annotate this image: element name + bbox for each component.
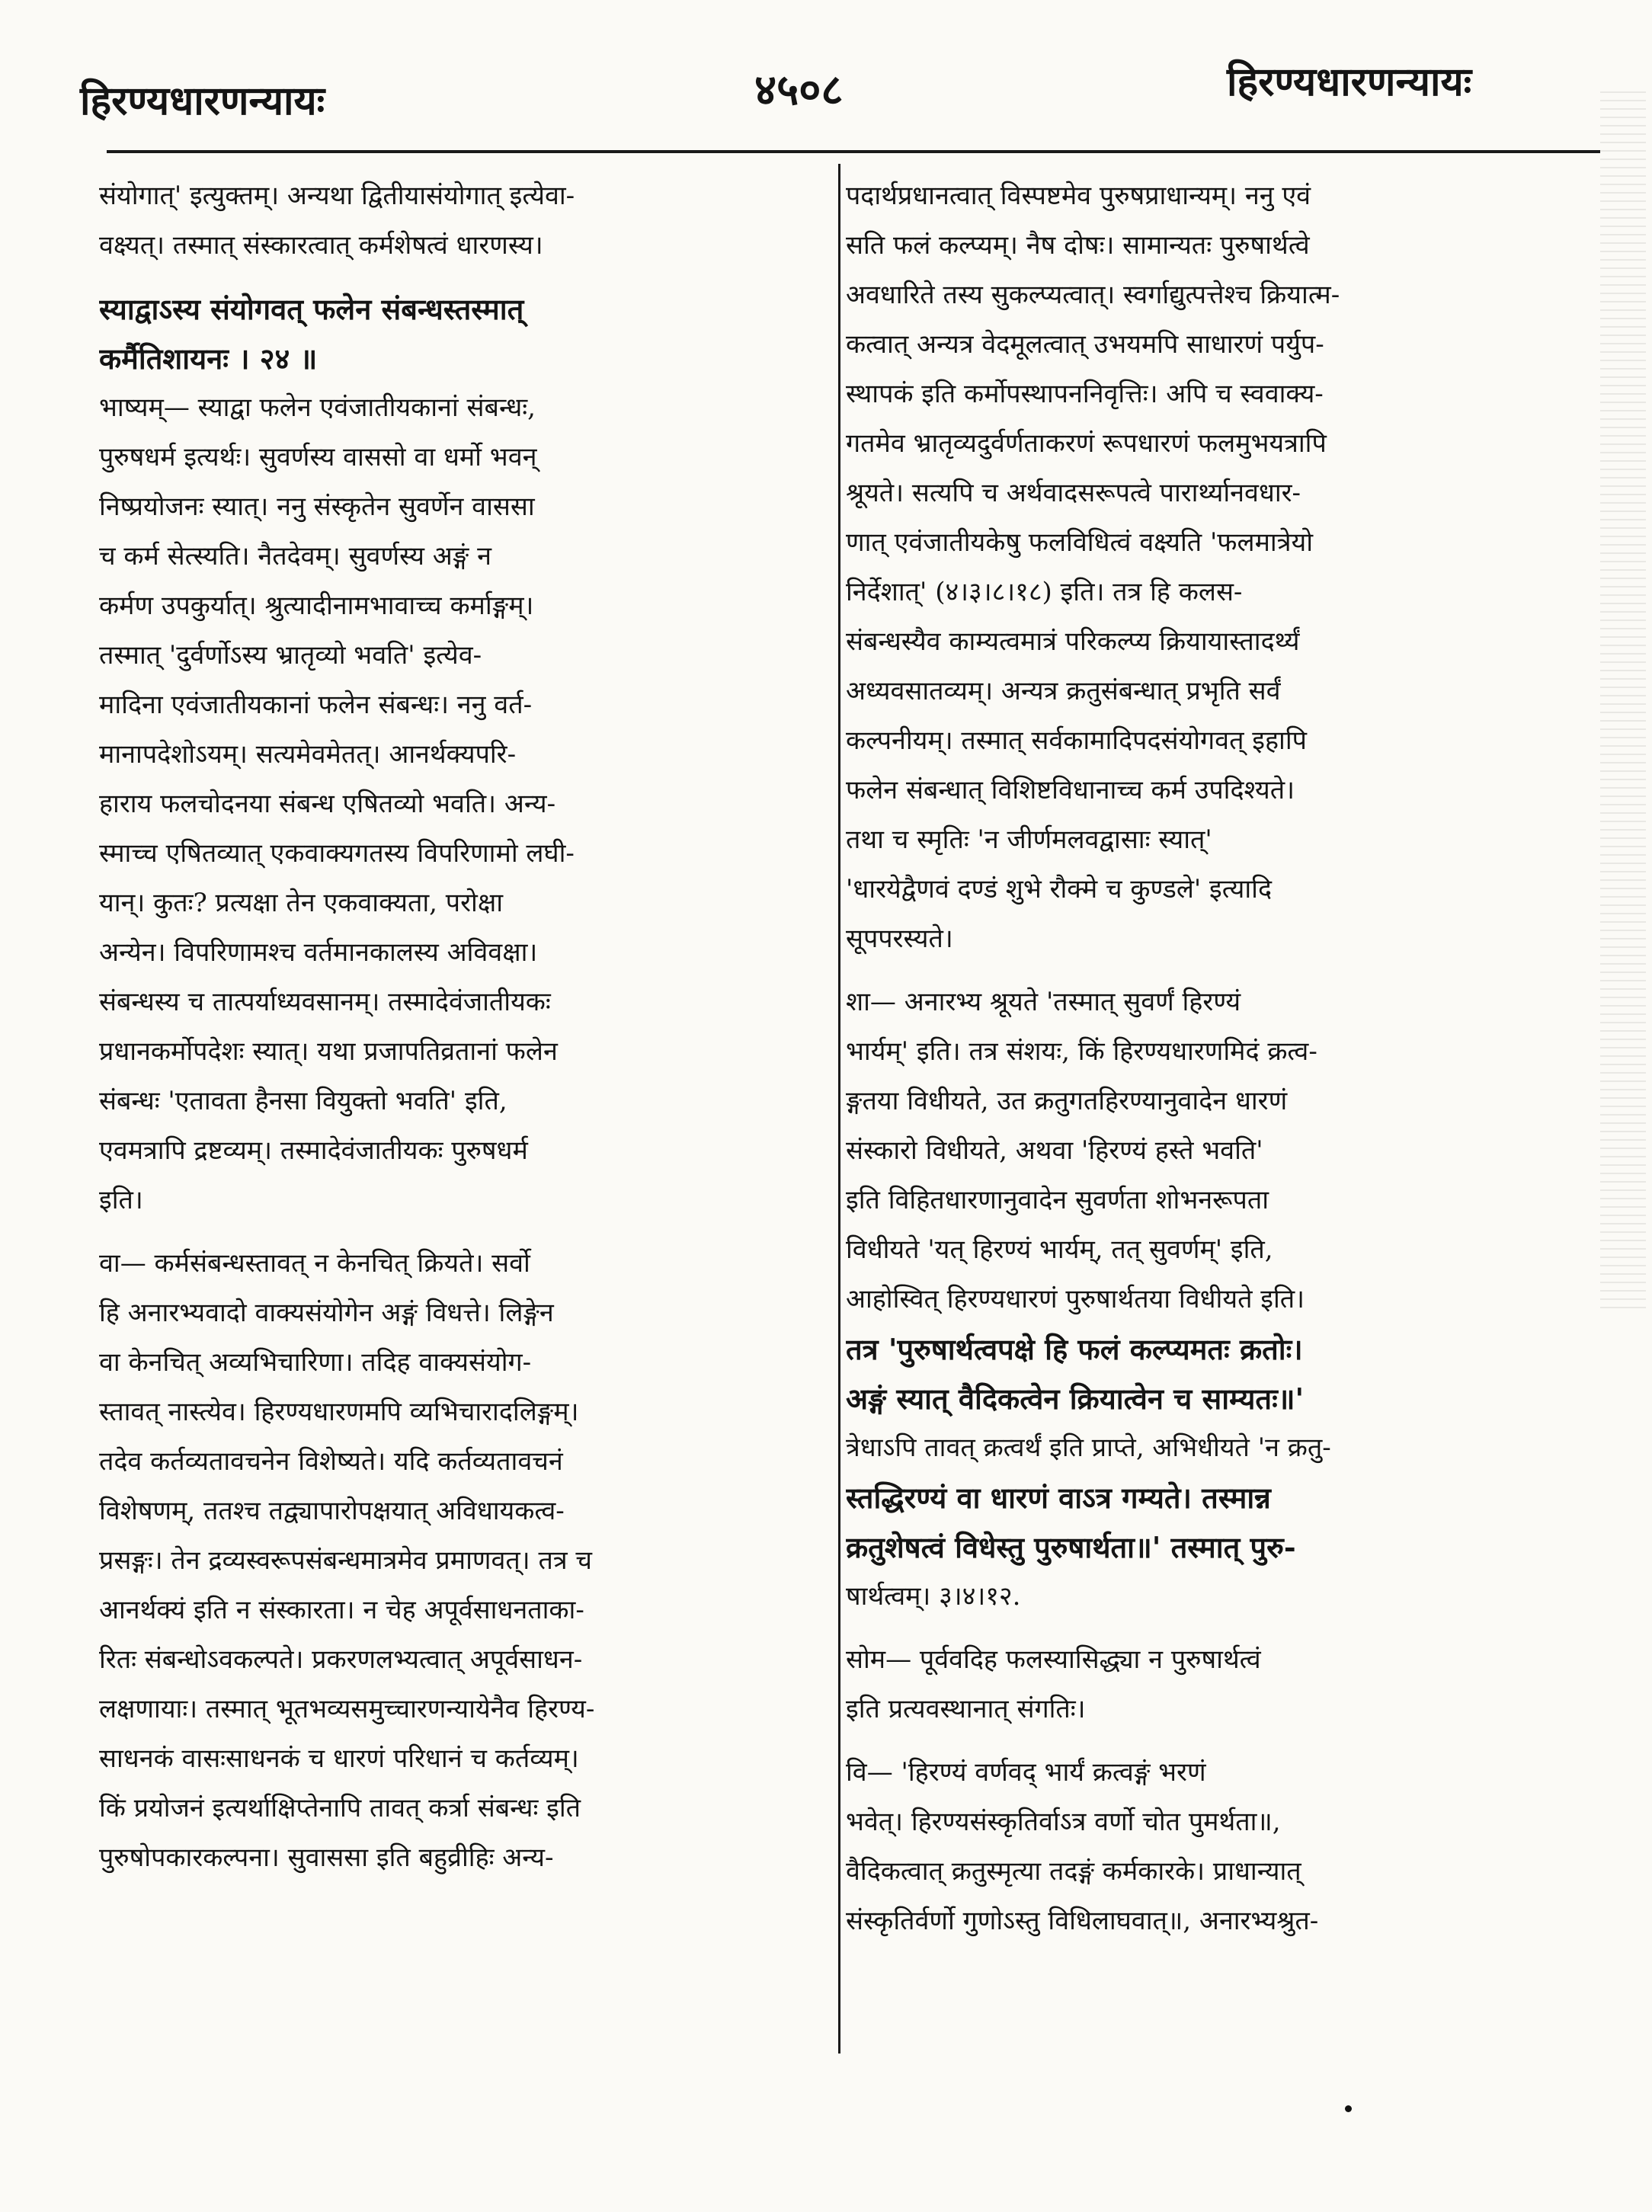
text-line: प्रधानकर्मोपदेशः स्यात्। यथा प्रजापतिव्रतानां फलेन [99, 1036, 558, 1067]
text-line: संबन्धस्यैव काम्यत्वमात्रं परिकल्प्य क्रियायास्तादर्थ्यं [846, 626, 1300, 657]
running-title-left: हिरण्यधारणन्यायः [80, 78, 325, 124]
verse-line: क्रतुशेषत्वं विधेस्तु पुरुषार्थता॥' तस्मात् पुरु- [846, 1530, 1296, 1564]
text-line: तस्मात् 'दुर्वर्णोऽस्य भ्रातृव्यो भवति' इत्येव- [99, 640, 482, 671]
text-line: किं प्रयोजनं इत्यर्थाक्षिप्तेनापि तावत् कर्त्रा संबन्धः इति [99, 1793, 581, 1823]
text-line: भवेत्। हिरण्यसंस्कृतिर्वाऽत्र वर्णो चोत पुमर्थता॥, [846, 1807, 1281, 1837]
sutra-line: स्याद्वाऽस्य संयोगवत् फलेन संबन्धस्तस्मात् [99, 292, 524, 326]
text-line: ङ्गतया विधीयते, उत क्रतुगतहिरण्यानुवादेन धारणं [846, 1086, 1288, 1116]
text-line: च कर्म सेत्स्यति। नैतदेवम्। सुवर्णस्य अङ्गं न [99, 541, 491, 571]
text-line: कत्वात् अन्यत्र वेदमूलत्वात् उभयमपि साधारणं पर्युप- [846, 329, 1324, 360]
text-line: अध्यवसातव्यम्। अन्यत्र क्रतुसंबन्धात् प्रभृति सर्वं [846, 676, 1281, 706]
text-line: अवधारिते तस्य सुकल्प्यत्वात्। स्वर्गाद्युत्पत्तेश्च क्रियात्म- [846, 280, 1340, 310]
text-line: फलेन संबन्धात् विशिष्टविधानाच्च कर्म उपदिश्यते। [846, 775, 1295, 805]
text-line: विधीयते 'यत् हिरण्यं भार्यम्, तत् सुवर्णम्' इति, [846, 1234, 1273, 1265]
scan-edge-noise [1600, 91, 1646, 1311]
text-line: वा केनचित् अव्यभिचारिणा। तदिह वाक्यसंयोग- [99, 1347, 532, 1378]
text-line: सूपपरस्यते। [846, 924, 953, 954]
text-line: पुरुषधर्म इत्यर्थः। सुवर्णस्य वाससो वा धर्मो भवन् [99, 442, 537, 472]
text-line: इति। [99, 1185, 143, 1215]
text-line: वा— कर्मसंबन्धस्तावत् न केनचित् क्रियते। सर्वो [99, 1248, 530, 1279]
text-line: साधनकं वासःसाधनकं च धारणं परिधानं च कर्तव्यम्। [99, 1743, 579, 1774]
text-line: स्माच्च एषितव्यात् एकवाक्यगतस्य विपरिणामो लघी- [99, 838, 575, 869]
text-line: संबन्धस्य च तात्पर्याध्यवसानम्। तस्मादेवंजातीयकः [99, 987, 551, 1017]
text-line: भाष्यम्— स्याद्वा फलेन एवंजातीयकानां संबन्धः, [99, 392, 536, 423]
text-line: स्तावत् नास्त्येव। हिरण्यधारणमपि व्यभिचारादलिङ्गम्। [99, 1397, 579, 1427]
text-line: षार्थत्वम्। ३।४।१२. [846, 1581, 1021, 1612]
text-line: आनर्थक्यं इति न संस्कारता। न चेह अपूर्वसाधनताका- [99, 1595, 584, 1625]
text-line: पदार्थप्रधानत्वात् विस्पष्टमेव पुरुषप्राधान्यम्। ननु एवं [846, 181, 1311, 211]
text-line: इति विहितधारणानुवादेन सुवर्णता शोभनरूपता [846, 1185, 1269, 1215]
left-column [99, 171, 827, 1883]
text-line: एवमत्रापि द्रष्टव्यम्। तस्मादेवंजातीयकः पुरुषधर्म [99, 1135, 528, 1166]
text-line: यान्। कुतः? प्रत्यक्षा तेन एकवाक्यता, परोक्षा [99, 888, 504, 918]
text-line: स्थापकं इति कर्मोपस्थापननिवृत्तिः। अपि च स्ववाक्य- [846, 379, 1324, 409]
sutra-line: कर्मैतिशायनः । २४ ॥ [99, 341, 318, 376]
verse-line: अङ्गं स्यात् वैदिकत्वेन क्रियात्वेन च साम्यतः॥' [846, 1381, 1305, 1416]
text-line: त्रेधाऽपि तावत् क्रत्वर्थं इति प्राप्ते, अभिधीयते 'न क्रतु- [846, 1433, 1331, 1463]
text-line: णात् एवंजातीयकेषु फलविधित्वं वक्ष्यति 'फलमात्रेयो [846, 527, 1313, 558]
text-line: श्रूयते। सत्यपि च अर्थवादसरूपत्वे पारार्थ्यानवधार- [846, 478, 1301, 508]
text-line: संस्कृतिर्वर्णो गुणोऽस्तु विधिलाघवात्॥, अनारभ्यश्रुत- [846, 1906, 1319, 1936]
text-line: सति फलं कल्प्यम्। नैष दोषः। सामान्यतः पुरुषार्थत्वे [846, 230, 1310, 261]
verse-line: स्तद्धिरण्यं वा धारणं वाऽत्र गम्यते। तस्मान्न [846, 1481, 1271, 1515]
text-line: रितः संबन्धोऽवकल्पते। प्रकरणलभ्यत्वात् अपूर्वसाधन- [99, 1644, 583, 1675]
text-line: आहोस्वित् हिरण्यधारणं पुरुषार्थतया विधीयते इति। [846, 1284, 1305, 1314]
text-line: शा— अनारभ्य श्रूयते 'तस्मात् सुवर्णं हिरण्यं [846, 987, 1241, 1017]
text-line: तथा च स्मृतिः 'न जीर्णमलवद्वासाः स्यात्' [846, 824, 1212, 855]
text-line: इति प्रत्यवस्थानात् संगतिः। [846, 1694, 1086, 1724]
page-number: ४५०८ [754, 65, 844, 115]
text-line: प्रसङ्गः। तेन द्रव्यस्वरूपसंबन्धमात्रमेव प्रमाणवत्। तत्र च [99, 1545, 592, 1576]
text-line: मादिना एवंजातीयकानां फलेन संबन्धः। ननु वर्त- [99, 690, 533, 720]
text-line: हि अनारभ्यवादो वाक्यसंयोगेन अङ्गं विधत्ते। लिङ्गेन [99, 1298, 554, 1328]
column-divider [838, 164, 840, 2054]
text-line: वक्ष्यत्। तस्मात् संस्कारत्वात् कर्मशेषत्वं धारणस्य। [99, 230, 543, 261]
text-line: वैदिकत्वात् क्रतुस्मृत्या तदङ्गं कर्मकारके। प्राधान्यात् [846, 1856, 1301, 1887]
right-column [846, 171, 1577, 1946]
text-line: हाराय फलचोदनया संबन्ध एषितव्यो भवति। अन्य- [99, 789, 556, 819]
running-title-right: हिरण्यधारणन्यायः [1227, 59, 1472, 105]
text-line: लक्षणायाः। तस्मात् भूतभव्यसमुच्चारणन्यायेनैव हिरण्य- [99, 1694, 595, 1724]
text-line: संयोगात्' इत्युक्तम्। अन्यथा द्वितीयासंयोगात् इत्येवा- [99, 181, 575, 211]
scan-speck [1345, 2105, 1352, 2112]
text-line: गतमेव भ्रातृव्यदुर्वर्णताकरणं रूपधारणं फलमुभयत्रापि [846, 428, 1327, 459]
text-line: निष्प्रयोजनः स्यात्। ननु संस्कृतेन सुवर्णेन वाससा [99, 491, 535, 522]
text-line: संबन्धः 'एतावता हैनसा वियुक्तो भवति' इति, [99, 1086, 507, 1116]
text-line: कल्पनीयम्। तस्मात् सर्वकामादिपदसंयोगवत् इहापि [846, 725, 1307, 756]
text-line: पुरुषोपकारकल्पना। सुवाससा इति बहुव्रीहिः अन्य- [99, 1842, 554, 1873]
text-line: वि— 'हिरण्यं वर्णवद् भार्यं क्रत्वङ्गं भरणं [846, 1757, 1206, 1788]
text-line: 'धारयेद्वैणवं दण्डं शुभे रौक्मे च कुण्डले' इत्यादि [846, 874, 1272, 904]
header-rule [107, 150, 1600, 153]
page-header [0, 0, 1652, 145]
text-line: तदेव कर्तव्यतावचनेन विशेष्यते। यदि कर्तव्यतावचनं [99, 1446, 563, 1477]
text-line: मानापदेशोऽयम्। सत्यमेवमेतत्। आनर्थक्यपरि- [99, 739, 517, 770]
text-line: भार्यम्' इति। तत्र संशयः, किं हिरण्यधारणमिदं क्रत्व- [846, 1036, 1317, 1067]
text-line: कर्मण उपकुर्यात्। श्रुत्यादीनामभावाच्च कर्माङ्गम्। [99, 591, 534, 621]
text-line: विशेषणम्, ततश्च तद्व्यापारोपक्षयात् अविधायकत्व- [99, 1496, 565, 1526]
verse-line: तत्र 'पुरुषार्थत्वपक्षे हि फलं कल्प्यमतः क्रतोः। [846, 1332, 1303, 1366]
text-line: अन्येन। विपरिणामश्च वर्तमानकालस्य अविवक्षा। [99, 937, 538, 968]
text-line: संस्कारो विधीयते, अथवा 'हिरण्यं हस्ते भवति' [846, 1135, 1263, 1166]
text-line: निर्देशात्' (४।३।८।१८) इति। तत्र हि कलस- [846, 577, 1243, 607]
text-line: सोम— पूर्ववदिह फलस्यासिद्ध्या न पुरुषार्थत्वं [846, 1644, 1261, 1675]
